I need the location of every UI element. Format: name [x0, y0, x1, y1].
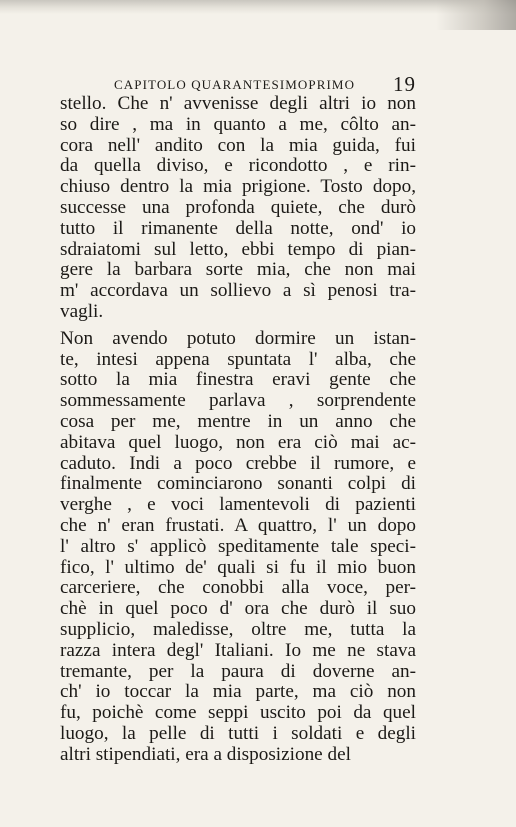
text-line: che n' eran frustati. A quattro, l' un dopo: [60, 514, 416, 536]
text-line: altri stipendiati, era a disposizione del: [60, 743, 351, 765]
text-line: cora nell' andito con la mia guida, fui: [60, 134, 416, 156]
text-line: m' accordava un sollievo a sì penosi tra-: [60, 280, 416, 302]
text-line: ch' io toccar la mia parte, ma ciò non: [60, 681, 416, 703]
text-line: verghe , e voci lamentevoli di pazienti: [60, 494, 416, 516]
text-line: successe una profonda quiete, che durò: [60, 196, 416, 218]
text-line: fico, l' ultimo de' quali si fu il mio buon: [60, 556, 416, 578]
page-number: 19: [393, 72, 416, 96]
text-line: vagli.: [60, 300, 104, 322]
text-line: Non avendo potuto dormire un istan-: [60, 327, 416, 349]
text-line: stello. Che n' avvenisse degli altri io non: [60, 93, 416, 114]
paragraph: [60, 329, 416, 766]
text-line: sotto la mia finestra eravi gente che: [60, 369, 416, 391]
text-line: gere la barbara sorte mia, che non mai: [60, 259, 416, 281]
text-line: supplicio, maledisse, oltre me, tutta la: [60, 618, 416, 640]
running-title: CAPITOLO QUARANTESIMOPRIMO: [114, 77, 356, 92]
text-line: luogo, la pelle di tutti i soldati e degli: [60, 722, 416, 744]
text-line: l' altro s' applicò speditamente tale speci-: [60, 535, 416, 557]
text-line: chiuso dentro la mia prigione. Tosto dopo,: [60, 176, 416, 198]
text-line: razza intera degl' Italiani. Io me ne stava: [60, 639, 416, 661]
text-line: so dire , ma in quanto a me, côlto an-: [60, 113, 416, 135]
text-line: da quella diviso, e ricondotto , e rin-: [60, 155, 416, 177]
text-line: carceriere, che conobbi alla voce, per-: [60, 577, 416, 599]
paragraph: [60, 94, 416, 323]
text-line: sommessamente parlava , sorprendente: [60, 390, 416, 412]
text-line: tremante, per la paura di doverne an-: [60, 660, 416, 682]
scan-corner-shadow: [436, 0, 516, 30]
text-line: te, intesi appena spuntata l' alba, che: [60, 348, 416, 370]
text-line: fu, poichè come seppi uscito poi da quel: [60, 702, 416, 724]
text-line: chè in quel poco d' ora che durò il suo: [60, 598, 416, 620]
text-line: finalmente cominciarono sonanti colpi di: [60, 473, 416, 495]
text-line: tutto il rimanente della notte, ond' io: [60, 217, 416, 239]
body-text: [60, 94, 416, 766]
text-line: cosa per me, mentre in un anno che: [60, 410, 416, 432]
text-line: abitava quel luogo, non era ciò mai ac-: [60, 431, 416, 453]
text-line: sdraiatomi sul letto, ebbi tempo di pian-: [60, 238, 416, 260]
text-line: caduto. Indi a poco crebbe il rumore, e: [60, 452, 416, 474]
